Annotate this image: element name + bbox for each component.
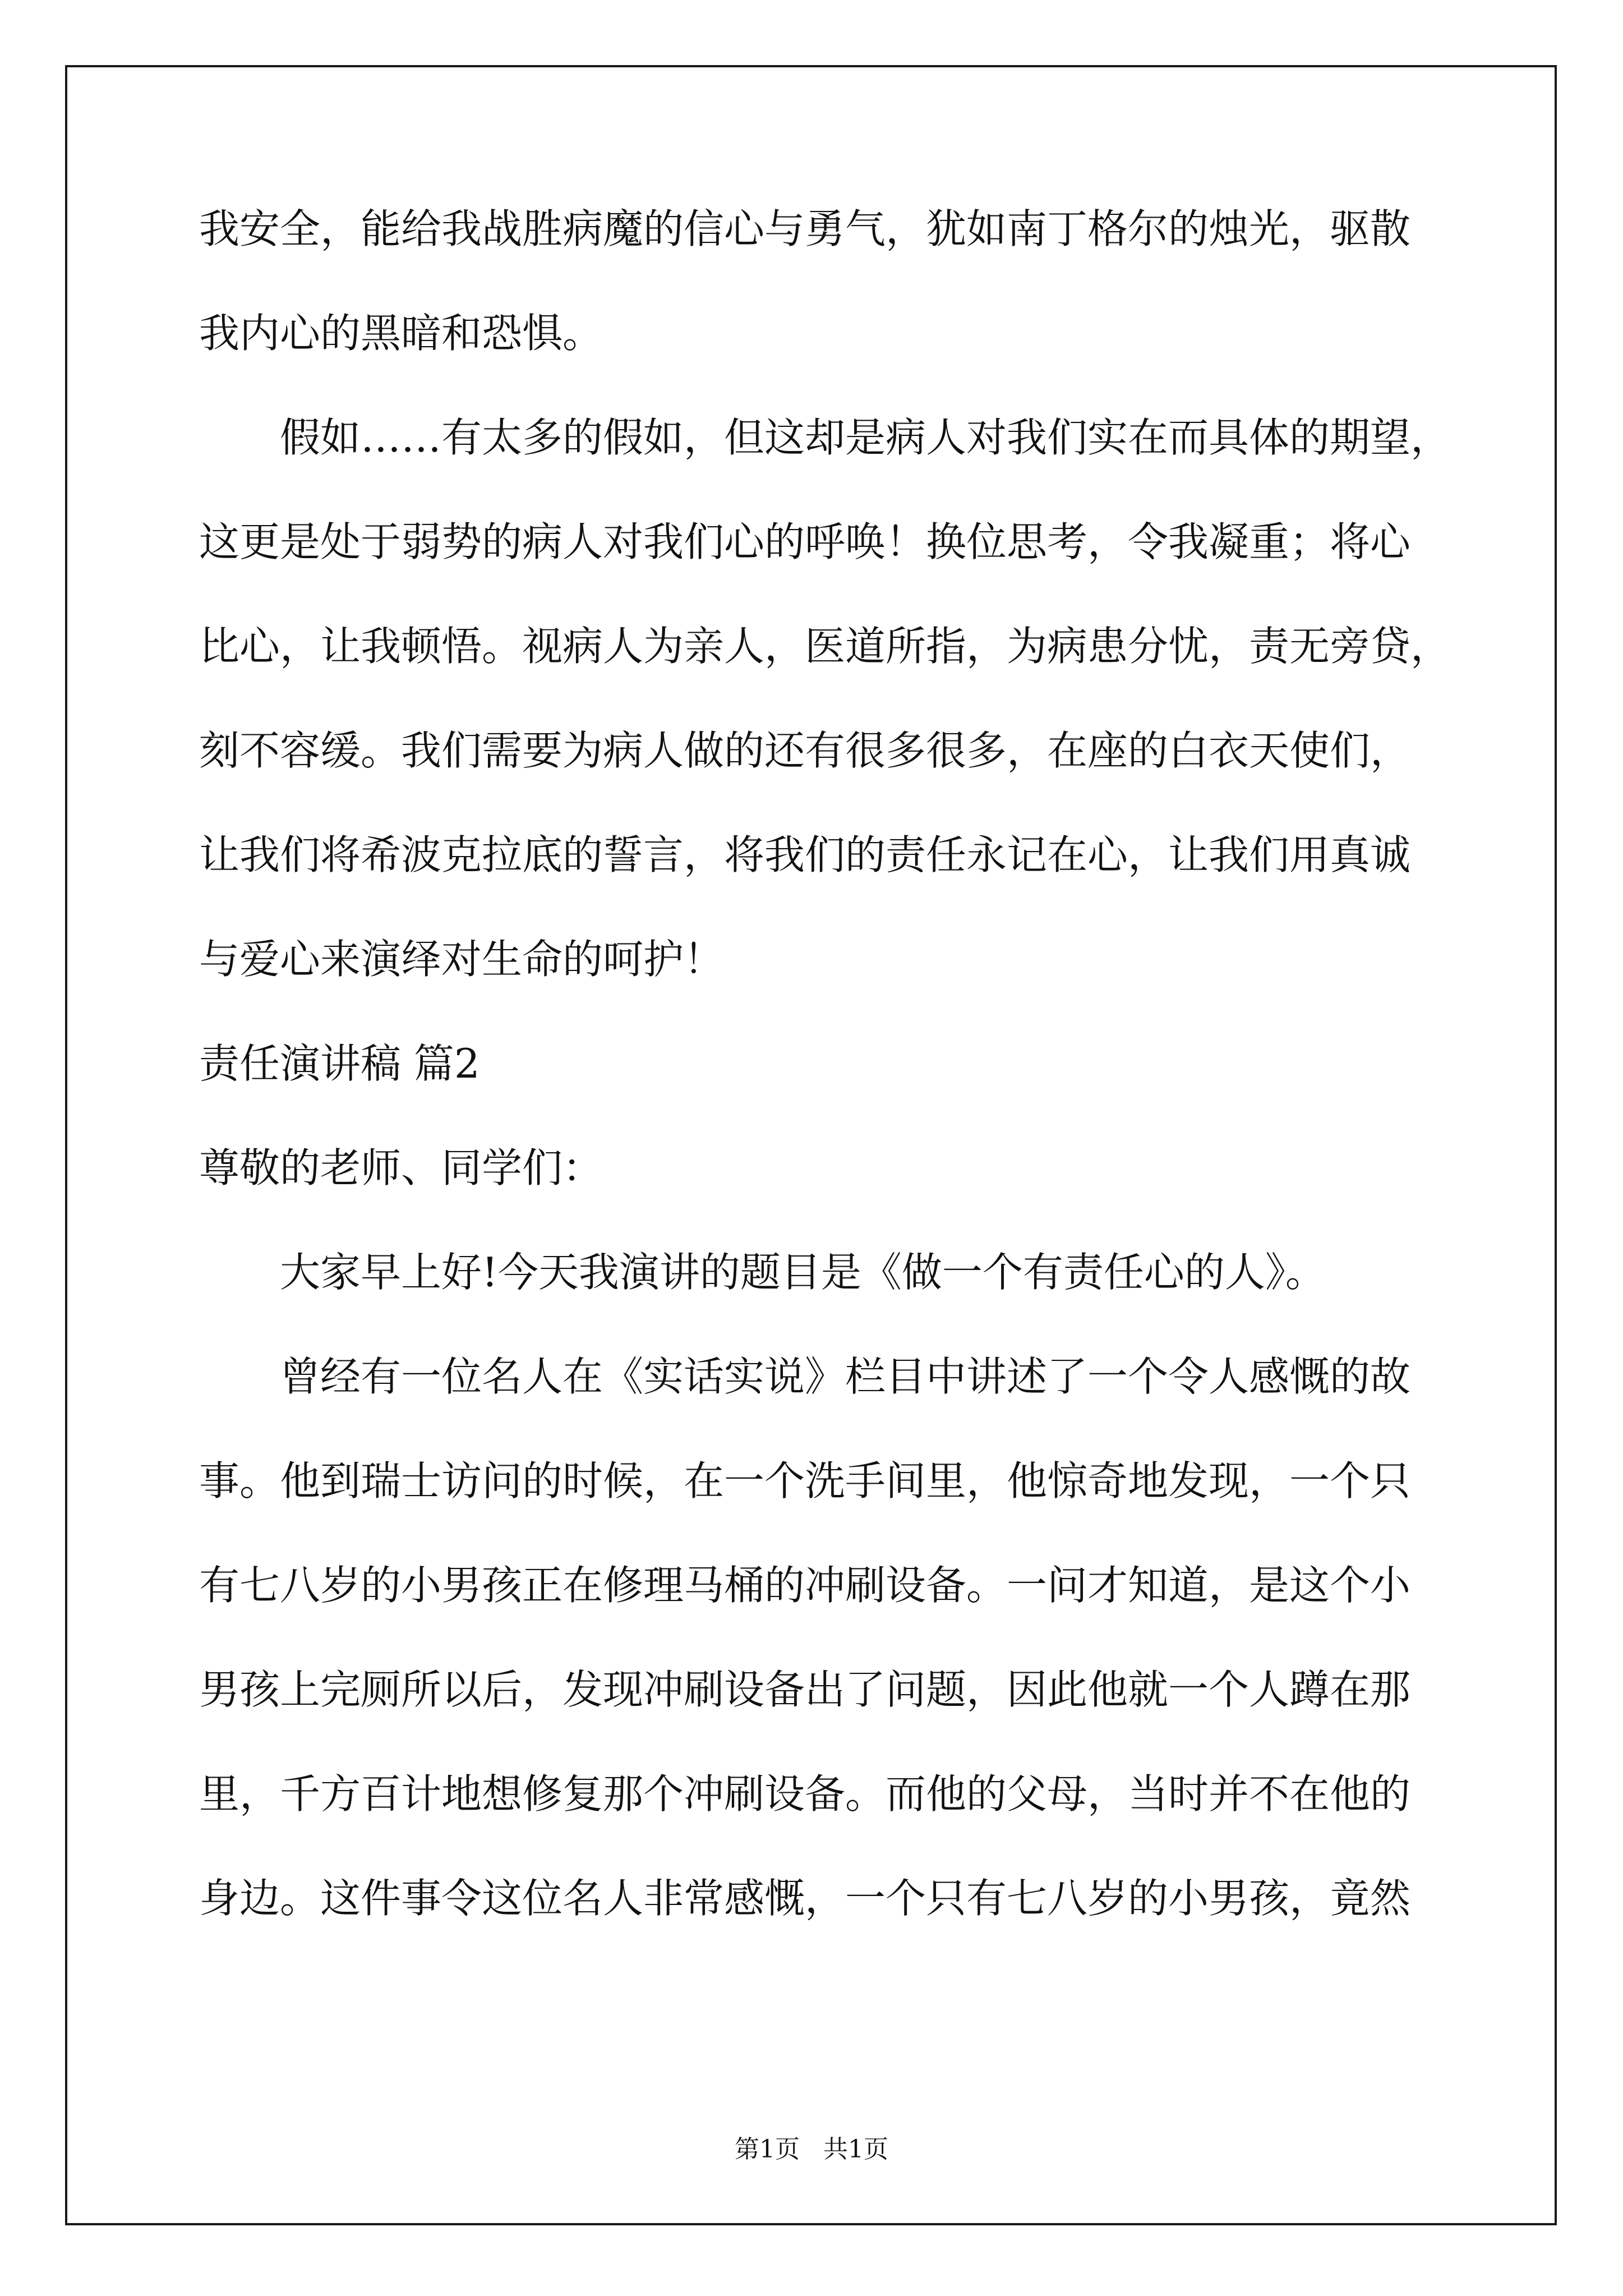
paragraph-start-line: 曾经有一位名人在《实话实说》栏目中讲述了一个令人感慨的故 [280, 1353, 1411, 1400]
paragraph-start-line: 大家早上好!今天我演讲的题目是《做一个有责任心的人》。 [280, 1249, 1326, 1296]
salutation: 尊敬的老师、同学们： [199, 1144, 603, 1191]
text-line: 里，千方百计地想修复那个冲刷设备。而他的父母，当时并不在他的 [199, 1770, 1411, 1818]
document-body [199, 201, 1461, 1975]
section-heading: 责任演讲稿 篇2 [199, 1040, 480, 1087]
text-line: 让我们将希波克拉底的誓言，将我们的责任永记在心，让我们用真诚 [199, 831, 1411, 878]
text-line: 男孩上完厕所以后，发现冲刷设备出了问题，因此他就一个人蹲在那 [199, 1666, 1411, 1713]
page-total: 共1页 [823, 2135, 888, 2164]
text-line: 事。他到瑞士访问的时候，在一个洗手间里，他惊奇地发现，一个只 [199, 1457, 1411, 1504]
text-line: 我内心的黑暗和恐惧。 [199, 310, 603, 357]
paragraph-start-line: 假如……有太多的假如，但这却是病人对我们实在而具体的期望， [280, 414, 1451, 461]
text-line: 与爱心来演绎对生命的呵护！ [199, 936, 725, 983]
text-line: 我安全，能给我战胜病魔的信心与勇气，犹如南丁格尔的烛光，驱散 [199, 205, 1411, 252]
page-footer [0, 2133, 1623, 2166]
text-line: 有七八岁的小男孩正在修理马桶的冲刷设备。一问才知道，是这个小 [199, 1562, 1411, 1609]
text-line: 这更是处于弱势的病人对我们心的呼唤！换位思考，令我凝重；将心 [199, 518, 1411, 565]
page-number: 第1页 [735, 2135, 800, 2164]
text-line: 刻不容缓。我们需要为病人做的还有很多很多，在座的白衣天使们， [199, 727, 1411, 774]
text-line: 身边。这件事令这位名人非常感慨，一个只有七八岁的小男孩，竟然 [199, 1875, 1411, 1922]
text-line: 比心，让我顿悟。视病人为亲人，医道所指，为病患分忧，责无旁贷， [199, 623, 1451, 670]
